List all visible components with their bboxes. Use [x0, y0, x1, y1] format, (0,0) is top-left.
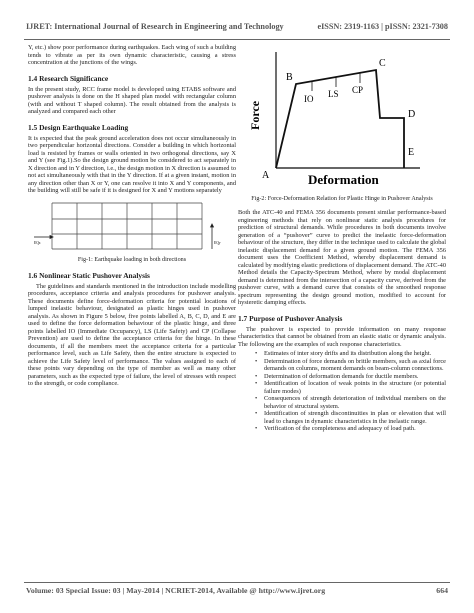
section-1-4-text: In the present study, RCC frame model is developed using ETABS software and pushover analysis is done on the H shaped plan model with rectangular column (with and without T shaped column). The result obtained from the analysis is analyzed and compared each other — [28, 85, 236, 115]
list-item: • Determination of force demands on brittle members, such as axial force demands on columns, moment demands on beam-column connections. — [264, 358, 446, 373]
fig-1-text: Earthquake loading in both directions — [92, 256, 187, 263]
point-e: E — [408, 147, 415, 158]
purpose-list — [238, 350, 446, 433]
page-header — [26, 22, 448, 36]
list-item: • Consequences of strength deterioration of individual members on the behavior of structural system. — [264, 395, 446, 410]
section-1-6-text: The guidelines and standards mentioned in the introduction include modelling procedures, acceptance criteria and analysis procedures for pushover analysis. These documents define force-deformation criteria for potential locations of lumped inelastic behaviour, designated as plastic hinges used in pushover analysis. As shown in Figure 5 below, five points labelled A, B, C, D, and E are used to define the force deformation behaviour of the plastic hinge, and three points labelled IO (Immediate Occupancy), LS (Life Safety) and CP (Collapse Prevention) are used to define the acceptance criteria for the hinge. In these documents, if all the members meet the acceptance criteria for a particular performance level, such as Life Safety, then the entire structure is expected to achieve the Life Safety level of performance. The values assigned to each of these points vary depending on the type of member as well as many other parameters, such as the expected type of failure, the level of stresses with respect to the strength, or code compliance. — [28, 282, 236, 388]
fig-1-tag: Fig-1: — [77, 256, 93, 263]
list-item: • Determination of deformation demands for ductile members. — [264, 373, 446, 381]
left-column — [28, 44, 236, 390]
force-deformation-diagram — [238, 44, 446, 194]
list-item: • Estimates of inter story drifts and its distribution along the height. — [264, 350, 446, 358]
point-cp: CP — [352, 85, 364, 95]
header-rule — [24, 39, 450, 40]
point-a: A — [262, 170, 270, 181]
section-1-7-title: 1.7 Purpose of Pushover Analysis — [238, 313, 343, 323]
figure-1 — [28, 197, 236, 264]
section-1-5-title: 1.5 Design Earthquake Loading — [28, 122, 129, 132]
force-axis-label: Force — [248, 100, 262, 130]
point-d: D — [408, 109, 416, 120]
page-number: 664 — [436, 586, 448, 595]
figure-1-caption — [28, 257, 236, 264]
journal-title: IJRET: International Journal of Research in Engineering and Technology — [26, 22, 284, 31]
point-b: B — [286, 72, 293, 83]
fig-2-tag: Fig-2: — [251, 196, 267, 202]
eqy-label: EQy — [214, 240, 221, 245]
issn-info: eISSN: 2319-1163 | pISSN: 2321-7308 — [317, 22, 448, 31]
footer-rule — [24, 582, 450, 583]
hinge-curve — [276, 70, 404, 168]
page-footer — [26, 586, 448, 598]
section-1-7-text: The pushover is expected to provide information on many response characteristics that cannot be obtained from an elastic static or dynamic analysis. The following are the examples of such response characteristics. — [238, 325, 446, 348]
deformation-axis-label: Deformation — [308, 172, 379, 187]
eqx-label: EQx — [34, 240, 41, 245]
section-1-5-text: It is expected that the peak ground acceleration does not occur simultaneously in two perpendicular horizontal directions. Consider a building in which horizontal load is resisted by frames or walls oriented in two orthogonal directions, say X and Y (see Fig.1).So the design ground motion be considered to act separately in X direction and in Y direction, i.e., the design motion in X direction is assumed to not act simultaneously with that in the Y direction. If at a given instant, motion in any direction other than X or Y, one can resolve it into X and Y components, and the building will still be safe if it is designed for X and Y motions separately — [28, 134, 236, 194]
volume-info: Volume: 03 Special Issue: 03 | May-2014 | NCRIET-2014, Available @ http://www.ijret.org — [26, 586, 326, 595]
right-column — [238, 44, 446, 433]
list-item: • Verification of the completeness and adequacy of load path. — [264, 425, 446, 433]
intro-paragraph: Y, etc.) show poor performance during earthquakes. Each wing of such a building tends to vibrate as per its own dynamic characteristic, causing a stress concentration at the junctions of the wings. — [28, 44, 236, 66]
list-item: • Identification of location of weak points in the structure (or potential failure modes) — [264, 380, 446, 395]
section-1-4-title: 1.4 Research Significance — [28, 73, 109, 83]
point-c: C — [379, 58, 386, 69]
section-1-6-title: 1.6 Nonlinear Static Pushover Analysis — [28, 270, 150, 280]
point-io: IO — [304, 94, 314, 104]
list-item: • Identification of strength discontinuities in plan or elevation that will lead to changes in dynamic characteristics in the inelastic range. — [264, 410, 446, 425]
figure-2-caption — [238, 196, 446, 203]
figure-2 — [238, 44, 446, 203]
earthquake-grid-diagram — [28, 197, 236, 255]
point-ls: LS — [328, 89, 339, 99]
fig-2-text: Force-Deformation Relation for Plastic Hinge in Pushover Analysis — [266, 196, 433, 202]
atc-fema-paragraph: Both the ATC-40 and FEMA 356 documents present similar performance-based engineering methods that rely on nonlinear static analysis procedures for prediction of structural demands. While procedures in both documents involve generation of a “pushover” curve to predict the inelastic force-deformation behaviour of the structure, they differ in the technique used to calculate the global inelastic displacement demand for a given ground motion. The FEMA 356 document uses the Coefficient Method, whereby displacement demand is calculated by modifying elastic predictions of displacement demand. The ATC-40 Method details the Capacity-Spectrum Method, where by modal displacement demand is determined from the intersection of a capacity curve, derived from the pushover curve, with a demand curve that consists of the smoothed response spectrum representing the design ground motion, modified to account for hysteretic damping effects. — [238, 209, 446, 307]
